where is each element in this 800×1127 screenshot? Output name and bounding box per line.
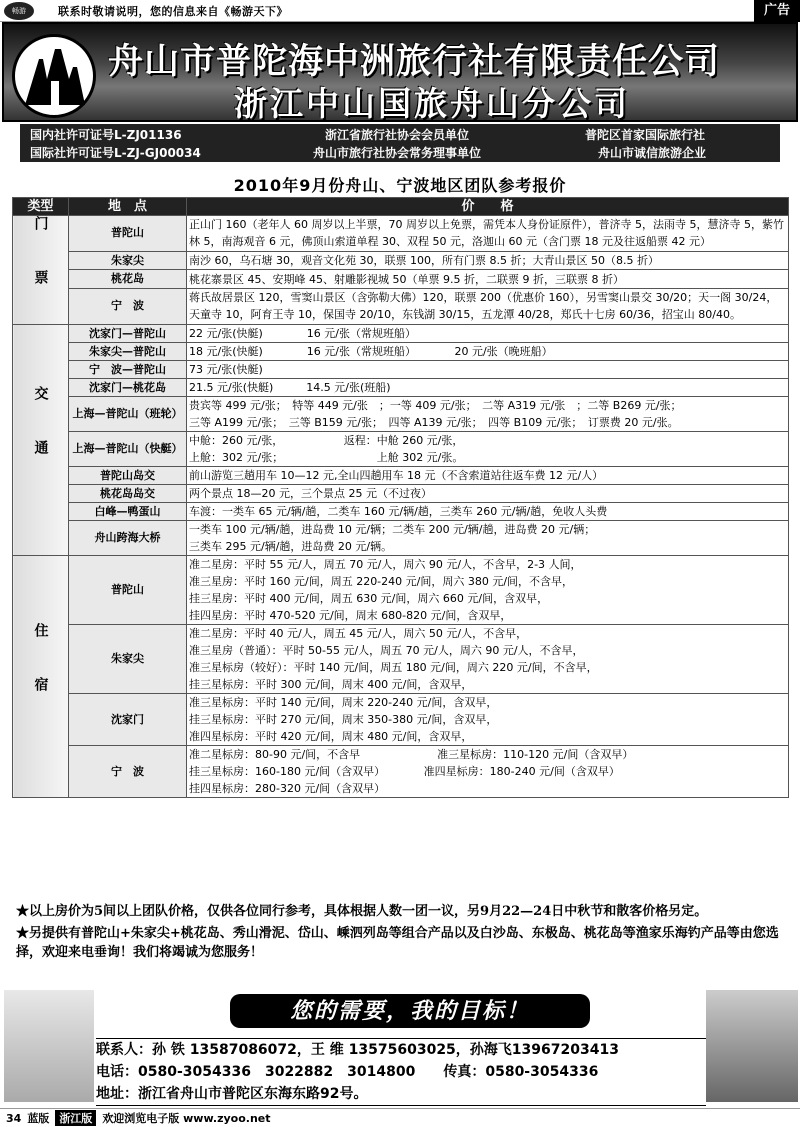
table-row <box>13 397 789 432</box>
price-cell <box>187 361 789 379</box>
price-cell <box>187 485 789 503</box>
price-cell <box>187 694 789 746</box>
price-line: 贵宾等 499 元/张； 特等 449 元/张 ；一等 409 元/张； 二等 A319 元/张 ；二等 B269 元/张； <box>189 399 682 412</box>
price-line: 车渡：一类车 65 元/辆/趟，二类车 160 元/辆/趟，三类车 260 元/辆/趟，免收人头费 <box>189 505 608 518</box>
price-line: 准四星标房：平时 420 元/间，周末 480 元/间，含双早， <box>189 730 473 743</box>
price-line: 挂三星房：平时 400 元/间，周五 630 元/间，周六 660 元/间，含双早， <box>189 592 549 605</box>
price-line: 准三星标房（较好）：平时 140 元/间，周五 180 元/间，周六 220 元/间，不含早， <box>189 661 598 674</box>
table-row <box>13 432 789 467</box>
table-row <box>13 521 789 556</box>
location-cell: 朱家尖—普陀山 <box>69 343 187 361</box>
price-cell <box>187 270 789 289</box>
price-cell <box>187 467 789 485</box>
price-line: 挂三星标房：平时 270 元/间，周末 350-380 元/间，含双早， <box>189 713 498 726</box>
price-cell <box>187 503 789 521</box>
location-cell: 上海—普陀山（快艇） <box>69 432 187 467</box>
contact-section <box>0 986 800 1106</box>
header-location: 地 点 <box>69 198 187 216</box>
price-line: 挂四星标房：280-320 元/间（含双早） <box>189 782 386 795</box>
price-cell <box>187 288 789 324</box>
table-row <box>13 379 789 397</box>
branch-name: 浙江中山国旅舟山分公司 <box>234 84 630 123</box>
guanyin-statue-image <box>4 990 94 1102</box>
category-transport: 交通 <box>13 325 69 556</box>
price-cell <box>187 521 789 556</box>
price-line: 挂三星标房：平时 300 元/间，周末 400 元/间，含双早， <box>189 678 473 691</box>
international-license: 国际社许可证号L-ZJ-GJ00034 <box>30 146 201 160</box>
price-list-title: 2010年9月份舟山、宁波地区团队参考报价 <box>233 176 567 195</box>
table-row <box>13 288 789 324</box>
price-cell <box>187 397 789 432</box>
contact-info <box>96 1038 706 1106</box>
table-row <box>13 467 789 485</box>
location-cell: 沈家门—普陀山 <box>69 325 187 343</box>
table-row <box>13 325 789 343</box>
location-cell: 普陀山 <box>69 216 187 252</box>
contact-address: 地址：浙江省舟山市普陀区东海东路92号。 <box>96 1086 368 1102</box>
location-cell: 宁 波 <box>69 288 187 324</box>
price-line: 21.5 元/张(快艇) 14.5 元/张(班船) <box>189 381 391 394</box>
contact-phones: 电话：0580-3054336 3022882 3014800 传真：0580-3054336 <box>96 1064 599 1080</box>
table-row <box>13 503 789 521</box>
first-international-agency: 普陀区首家国际旅行社 <box>585 128 706 142</box>
price-line: 73 元/张(快艇) <box>189 363 263 376</box>
price-cell <box>187 325 789 343</box>
price-cell <box>187 343 789 361</box>
location-cell: 桃花岛 <box>69 270 187 289</box>
price-cell <box>187 625 789 694</box>
source-notice: 联系时敬请说明，您的信息来自《畅游天下》 <box>58 4 288 18</box>
location-cell: 沈家门 <box>69 694 187 746</box>
company-name: 舟山市普陀海中洲旅行社有限责任公司 <box>108 41 721 82</box>
website-link[interactable]: 欢迎浏览电子版 www.zyoo.net <box>102 1112 271 1125</box>
note-group-pricing: ★以上房价为5间以上团队价格，仅供各位同行参考，具体根据人数一团一议，另9月22—24日中秋节和散客价格另定。 <box>16 904 708 919</box>
price-line: 准三星标房：平时 140 元/间，周末 220-240 元/间，含双早， <box>189 696 498 709</box>
association-director: 舟山市旅行社协会常务理事单位 <box>313 146 482 160</box>
location-cell: 宁 波 <box>69 746 187 798</box>
price-cell <box>187 746 789 798</box>
price-line: 挂四星房：平时 470-520 元/间，周末 680-820 元/间，含双早， <box>189 609 512 622</box>
price-line: 桃花寨景区 45、安期峰 45、射雕影视城 50（单票 9.5 折，二联票 9 折，三联票 8 折） <box>189 272 624 286</box>
temple-icon <box>25 49 85 105</box>
location-cell: 舟山跨海大桥 <box>69 521 187 556</box>
header-type: 类型 <box>13 198 69 216</box>
table-row <box>13 216 789 252</box>
price-line: 准二星房：平时 55 元/人，周五 70 元/人，周六 90 元/人，不含早，2-3 人间， <box>189 558 582 571</box>
table-row <box>13 343 789 361</box>
company-header <box>2 22 798 122</box>
location-cell: 桃花岛岛交 <box>69 485 187 503</box>
location-cell: 朱家尖 <box>69 625 187 694</box>
location-cell: 宁 波—普陀山 <box>69 361 187 379</box>
price-line: 准三星房：平时 160 元/间，周五 220-240 元/间，周六 380 元/间，不含早， <box>189 575 574 588</box>
price-cell <box>187 251 789 270</box>
contact-people: 联系人：孙 铁 13587086072，王 维 13575603025，孙海飞13967203413 <box>96 1042 619 1058</box>
price-line: 一类车 100 元/辆/趟，进岛费 10 元/辆；二类车 200 元/辆/趟，进岛费 20 元/辆； <box>189 523 596 536</box>
top-bar <box>0 0 800 22</box>
location-cell: 上海—普陀山（班轮） <box>69 397 187 432</box>
table-row <box>13 556 789 625</box>
table-row <box>13 270 789 289</box>
price-line: 南沙 60，乌石塘 30，观音文化苑 30，联票 100，所有门票 8.5 折；大青山景区 50（8.5 折） <box>189 254 659 268</box>
category-lodging: 住宿 <box>13 556 69 798</box>
location-cell: 普陀山岛交 <box>69 467 187 485</box>
notes <box>16 902 791 965</box>
price-line: 上舱：302 元/张； 上舱 302 元/张。 <box>189 451 464 464</box>
ad-label: 广告 <box>754 0 800 22</box>
trusted-enterprise: 舟山市诚信旅游企业 <box>598 146 707 160</box>
category-tickets: 门票 <box>13 216 69 325</box>
price-line: 中舱：260 元/张， 返程：中舱 260 元/张， <box>189 434 464 447</box>
location-cell: 沈家门—桃花岛 <box>69 379 187 397</box>
association-member: 浙江省旅行社协会会员单位 <box>325 128 470 142</box>
price-cell <box>187 432 789 467</box>
price-line: 三类车 295 元/辆/趟，进岛费 20 元/辆。 <box>189 540 393 553</box>
price-cell <box>187 379 789 397</box>
company-emblem <box>12 34 96 118</box>
price-line: 准三星房（普通）：平时 50-55 元/人，周五 70 元/人，周六 90 元/人，不含早， <box>189 644 584 657</box>
table-header-row <box>13 198 789 216</box>
table-row <box>13 625 789 694</box>
page-number: 34 <box>6 1111 22 1125</box>
license-bar <box>20 124 780 162</box>
price-cell <box>187 556 789 625</box>
price-line: 挂三星标房：160-180 元/间（含双早） 准四星标房：180-240 元/间（含双早） <box>189 765 620 778</box>
price-line: 正山门 160（老年人 60 周岁以上半票，70 周岁以上免票，需凭本人身份证原件），普济寺 5，法雨寺 5，慧济寺 5，紫竹林 5，南海观音 6 元，佛顶山索道单程 30、双程 50 元，洛迦山 60 元（含门票 18 元及往返船票 42 元） <box>189 218 784 249</box>
note-products: ★另提供有普陀山+朱家尖+桃花岛、秀山滑泥、岱山、嵊泗列岛等组合产品以及白沙岛、东极岛、桃花岛等渔家乐海钓产品等由您选择，欢迎来电垂询！我们将竭诚为您服务！ <box>16 926 779 960</box>
scenic-rock-image <box>706 990 798 1102</box>
magazine-logo: 畅游 <box>4 2 34 20</box>
table-row <box>13 694 789 746</box>
table-row <box>13 361 789 379</box>
price-cell <box>187 216 789 252</box>
page-footer <box>0 1108 800 1127</box>
location-cell: 白峰—鸭蛋山 <box>69 503 187 521</box>
table-row <box>13 746 789 798</box>
location-cell: 朱家尖 <box>69 251 187 270</box>
price-line: 22 元/张(快艇) 16 元/张（常规班船） <box>189 327 416 340</box>
price-line: 前山游览三趟用车 10—12 元,全山四趟用车 18 元（不含索道站往返车费 12 元/人） <box>189 469 604 482</box>
region-tag: 浙江版 <box>55 1110 96 1126</box>
header-price: 价 格 <box>187 198 789 216</box>
slogan: 您的需要，我的目标！ <box>230 994 590 1028</box>
domestic-license: 国内社许可证号L-ZJ01136 <box>30 128 182 142</box>
price-line: 三等 A199 元/张； 三等 B159 元/张； 四等 A139 元/张； 四等 B109 元/张； 订票费 20 元/张。 <box>189 416 679 429</box>
price-line: 准二星房：平时 40 元/人，周五 45 元/人，周六 50 元/人，不含早， <box>189 627 528 640</box>
price-table <box>12 197 789 798</box>
price-line: 准二星标房：80-90 元/间，不含早 准三星标房：110-120 元/间（含双早） <box>189 748 634 761</box>
location-cell: 普陀山 <box>69 556 187 625</box>
table-row <box>13 251 789 270</box>
price-line: 两个景点 18—20 元，三个景点 25 元（不过夜） <box>189 487 432 500</box>
price-line: 蒋氏故居景区 120，雪窦山景区（含弥勒大佛）120，联票 200（优惠价 160），另雪窦山景交 30/20；天一阁 30/24，天童寺 10，阿育王寺 10，保国寺 20/10，东钱湖 30/15，五龙潭 40/28，郑氏十七房 60/36，招宝山 80/40。 <box>189 291 778 322</box>
table-row <box>13 485 789 503</box>
edition-label: 蓝版 <box>27 1112 50 1125</box>
price-line: 18 元/张(快艇) 16 元/张（常规班船） 20 元/张（晚班船） <box>189 345 553 358</box>
